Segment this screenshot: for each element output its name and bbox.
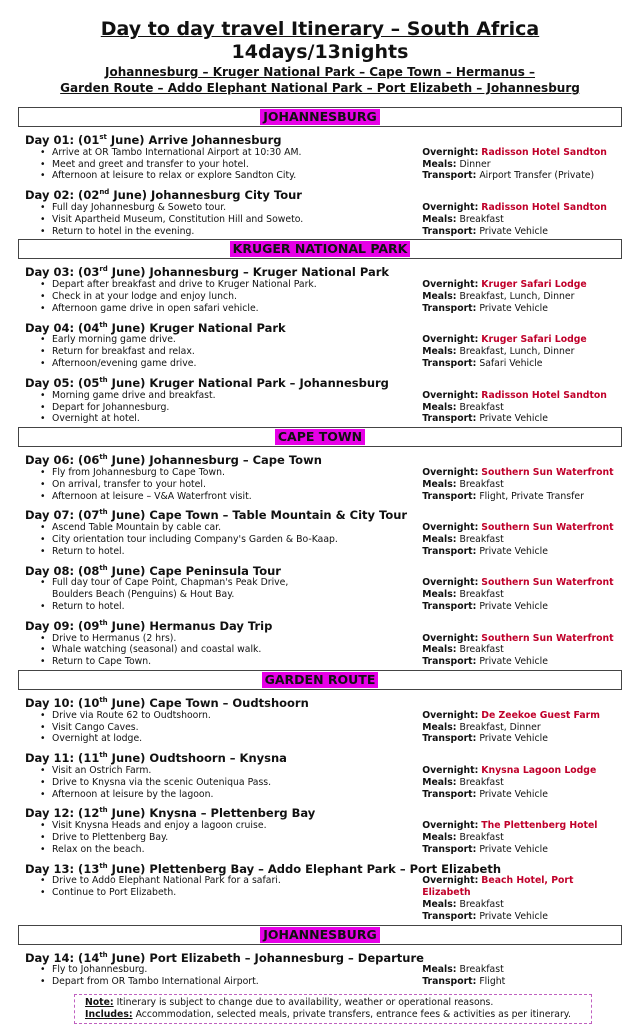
day-ordinal: nd (99, 188, 110, 197)
activity-item: • Drive to Knysna via the scenic Outeniqua Pass. (52, 777, 419, 789)
day-title: June) Knysna – Plettenberg Bay (107, 806, 316, 821)
transport-label: Transport: (422, 600, 477, 612)
meals-label: Meals: (422, 899, 457, 911)
meals-label: Meals: (422, 721, 457, 733)
meals-value: Breakfast (459, 964, 504, 976)
day-entry (18, 505, 622, 557)
day-heading (18, 693, 622, 710)
section-title: KRUGER NATIONAL PARK (230, 241, 411, 257)
hotel-name: The Plettenberg Hotel (481, 820, 598, 832)
note-label: Note: (85, 997, 114, 1009)
day-body (18, 390, 622, 425)
activity-item: • Drive via Route 62 to Oudtshoorn. (52, 710, 419, 722)
day-ordinal: th (99, 563, 108, 572)
day-heading (18, 803, 622, 820)
day-info (419, 633, 622, 668)
activity-item: • Check in at your lodge and enjoy lunch. (52, 291, 419, 303)
transport-row (422, 789, 622, 801)
overnight-label: Overnight: (422, 632, 479, 644)
day-heading (18, 748, 622, 765)
day-ordinal: th (99, 618, 108, 627)
includes-line (85, 1009, 581, 1021)
transport-row (422, 358, 622, 370)
day-info (419, 577, 622, 612)
day-title: June) Johannesburg – Cape Town (107, 452, 322, 467)
day-entry (18, 130, 622, 182)
activity-list (18, 202, 419, 237)
activity-item: • On arrival, transfer to your hotel. (52, 479, 419, 491)
day-title: June) Port Elizabeth – Johannesburg – Departure (107, 950, 424, 965)
day-heading (18, 373, 622, 390)
activity-item: • Drive to Plettenberg Bay. (52, 832, 419, 844)
day-heading (18, 185, 622, 202)
activity-item: • Meet and greet and transfer to your hotel. (52, 159, 419, 171)
section-banner (18, 670, 622, 690)
hotel-name: Kruger Safari Lodge (481, 279, 587, 291)
overnight-row (422, 147, 622, 159)
meals-row (422, 534, 622, 546)
day-entry (18, 450, 622, 502)
hotel-name: Southern Sun Waterfront (481, 632, 614, 644)
day-body (18, 147, 622, 182)
activity-list (18, 765, 419, 800)
activity-item: • Afternoon at leisure – V&A Waterfront visit. (52, 491, 419, 503)
transport-value: Private Vehicle (479, 413, 548, 425)
meals-value: Breakfast (459, 401, 504, 413)
activity-item: • Overnight at hotel. (52, 413, 419, 425)
transport-row (422, 170, 622, 182)
activity-item: • Depart from OR Tambo International Airport. (52, 976, 419, 988)
transport-label: Transport: (422, 225, 477, 237)
overnight-label: Overnight: (422, 146, 479, 158)
hotel-name: Kruger Safari Lodge (481, 334, 587, 346)
transport-row (422, 546, 622, 558)
transport-value: Private Vehicle (479, 302, 548, 314)
day-entry (18, 948, 622, 988)
day-title: June) Arrive Johannesburg (106, 132, 282, 147)
day-body (18, 875, 622, 922)
day-number: Day 05: (05 (25, 375, 100, 390)
day-number: Day 08: (08 (25, 563, 100, 578)
itinerary-sections (18, 105, 622, 1024)
day-body (18, 633, 622, 668)
day-ordinal: st (99, 133, 107, 141)
overnight-row (422, 633, 622, 645)
meals-label: Meals: (422, 644, 457, 656)
transport-label: Transport: (422, 843, 477, 855)
day-heading (18, 561, 622, 578)
activity-item: • Afternoon at leisure by the lagoon. (52, 789, 419, 801)
day-title: June) Hermanus Day Trip (107, 618, 273, 633)
activity-item: • Afternoon/evening game drive. (52, 358, 419, 370)
day-info (419, 522, 622, 557)
day-ordinal: rd (99, 265, 108, 274)
transport-value: Private Vehicle (479, 225, 548, 237)
day-info (419, 820, 622, 855)
day-title: June) Oudtshoorn – Knysna (107, 751, 287, 766)
transport-label: Transport: (422, 733, 477, 745)
transport-value: Private Vehicle (479, 910, 548, 922)
overnight-label: Overnight: (422, 577, 479, 589)
meals-label: Meals: (422, 213, 457, 225)
transport-label: Transport: (422, 656, 477, 668)
overnight-label: Overnight: (422, 820, 479, 832)
meals-value: Breakfast (459, 533, 504, 545)
meals-label: Meals: (422, 964, 457, 976)
day-body (18, 334, 622, 369)
meals-row (422, 644, 622, 656)
meals-value: Breakfast, Lunch, Dinner (459, 346, 575, 358)
transport-row (422, 976, 622, 988)
hotel-name: Knysna Lagoon Lodge (481, 765, 597, 777)
includes-label: Includes: (85, 1009, 133, 1021)
day-info (419, 147, 622, 182)
day-ordinal: th (99, 320, 108, 329)
activity-list (18, 147, 419, 182)
transport-value: Flight (479, 976, 506, 988)
day-entry (18, 373, 622, 425)
day-number: Day 03: (03 (25, 265, 100, 280)
day-ordinal: th (99, 375, 108, 384)
transport-value: Private Vehicle (479, 545, 548, 557)
overnight-row (422, 765, 622, 777)
activity-item: • Continue to Port Elizabeth. (52, 887, 419, 899)
transport-label: Transport: (422, 788, 477, 800)
transport-row (422, 413, 622, 425)
overnight-row (422, 875, 622, 899)
day-title: June) Cape Town – Oudtshoorn (107, 695, 309, 710)
day-info (419, 710, 622, 745)
activity-item: Boulders Beach (Penguins) & Hout Bay. (52, 589, 235, 601)
day-number: Day 01: (01 (25, 132, 100, 147)
day-info (419, 875, 622, 922)
day-number: Day 04: (04 (25, 320, 100, 335)
day-number: Day 07: (07 (25, 508, 100, 523)
activity-item: • Overnight at lodge. (52, 733, 419, 745)
day-info (419, 334, 622, 369)
day-number: Day 02: (02 (25, 188, 100, 203)
activity-list (18, 710, 419, 745)
day-body (18, 964, 622, 988)
overnight-row (422, 820, 622, 832)
activity-list (18, 820, 419, 855)
overnight-label: Overnight: (422, 709, 479, 721)
overnight-label: Overnight: (422, 765, 479, 777)
transport-label: Transport: (422, 545, 477, 557)
day-entry (18, 616, 622, 668)
day-number: Day 06: (06 (25, 452, 100, 467)
meals-row (422, 899, 622, 911)
transport-row (422, 491, 622, 503)
section-title: CAPE TOWN (275, 429, 365, 445)
transport-label: Transport: (422, 358, 477, 370)
activity-item: • Full day Johannesburg & Soweto tour. (52, 202, 419, 214)
day-entry (18, 859, 622, 923)
overnight-label: Overnight: (422, 334, 479, 346)
meals-value: Breakfast, Lunch, Dinner (459, 291, 575, 303)
transport-value: Private Vehicle (479, 843, 548, 855)
transport-label: Transport: (422, 413, 477, 425)
section-title: JOHANNESBURG (260, 109, 379, 125)
section-title: GARDEN ROUTE (262, 672, 379, 688)
day-number: Day 09: (09 (25, 618, 100, 633)
day-entry (18, 185, 622, 237)
day-body (18, 467, 622, 502)
day-title: June) Plettenberg Bay – Addo Elephant Park – Port Elizabeth (107, 861, 502, 876)
overnight-row (422, 710, 622, 722)
section-title: JOHANNESBURG (260, 927, 379, 943)
day-ordinal: th (99, 695, 108, 704)
day-ordinal: th (99, 806, 108, 815)
page-title: Day to day travel Itinerary – South Africa (100, 18, 540, 40)
transport-label: Transport: (422, 302, 477, 314)
activity-list (18, 875, 419, 922)
activity-item: • Return for breakfast and relax. (52, 346, 419, 358)
meals-row (422, 589, 622, 601)
meals-value: Breakfast (459, 899, 504, 911)
activity-list (18, 633, 419, 668)
activity-list (18, 522, 419, 557)
overnight-row (422, 577, 622, 589)
meals-label: Meals: (422, 291, 457, 303)
activity-item: • Visit Apartheid Museum, Constitution Hill and Soweto. (52, 214, 419, 226)
day-heading (18, 859, 622, 876)
transport-row (422, 844, 622, 856)
overnight-row (422, 279, 622, 291)
day-entry (18, 561, 622, 613)
hotel-name: De Zeekoe Guest Farm (481, 709, 600, 721)
day-entry (18, 693, 622, 745)
note-line (85, 997, 581, 1009)
activity-item: • Return to Cape Town. (52, 656, 419, 668)
activity-list (18, 334, 419, 369)
meals-value: Breakfast (459, 832, 504, 844)
overnight-label: Overnight: (422, 202, 479, 214)
meals-label: Meals: (422, 346, 457, 358)
transport-row (422, 601, 622, 613)
day-body (18, 765, 622, 800)
meals-value: Breakfast, Dinner (459, 721, 541, 733)
meals-row (422, 964, 622, 976)
activity-item: • Drive to Hermanus (2 hrs). (52, 633, 419, 645)
meals-row (422, 777, 622, 789)
section-banner (18, 427, 622, 447)
activity-list (18, 577, 419, 612)
day-title: June) Kruger National Park – Johannesburg (107, 375, 389, 390)
transport-value: Private Vehicle (479, 733, 548, 745)
overnight-row (422, 467, 622, 479)
meals-row (422, 832, 622, 844)
hotel-name: Radisson Hotel Sandton (481, 389, 607, 401)
activity-item: • Depart after breakfast and drive to Kruger National Park. (52, 279, 419, 291)
transport-value: Private Vehicle (479, 656, 548, 668)
day-body (18, 279, 622, 314)
meals-row (422, 722, 622, 734)
activity-item: • City orientation tour including Company's Garden & Bo-Kaap. (52, 534, 419, 546)
day-ordinal: th (99, 508, 108, 517)
day-heading (18, 616, 622, 633)
meals-label: Meals: (422, 832, 457, 844)
meals-row (422, 402, 622, 414)
meals-label: Meals: (422, 589, 457, 601)
day-number: Day 13: (13 (25, 861, 100, 876)
hotel-name: Radisson Hotel Sandton (481, 146, 607, 158)
header (0, 0, 640, 96)
activity-item: • Arrive at OR Tambo International Airport at 10:30 AM. (52, 147, 419, 159)
route-line-2: Garden Route – Addo Elephant National Park – Port Elizabeth – Johannesburg (60, 81, 580, 95)
day-info (419, 390, 622, 425)
day-entry (18, 803, 622, 855)
day-number: Day 12: (12 (25, 806, 100, 821)
activity-item: • Morning game drive and breakfast. (52, 390, 419, 402)
activity-item: • Relax on the beach. (52, 844, 419, 856)
transport-row (422, 226, 622, 238)
transport-value: Private Vehicle (479, 600, 548, 612)
note-text: Itinerary is subject to change due to availability, weather or operational reasons. (113, 997, 494, 1009)
route-line-1: Johannesburg – Kruger National Park – Cape Town – Hermanus – (104, 65, 536, 79)
day-number: Day 11: (11 (25, 751, 100, 766)
day-info (419, 279, 622, 314)
activity-item: • Full day tour of Cape Point, Chapman's Peak Drive, (52, 577, 419, 589)
day-title: June) Kruger National Park (107, 320, 286, 335)
transport-label: Transport: (422, 490, 477, 502)
transport-label: Transport: (422, 170, 477, 182)
transport-row (422, 656, 622, 668)
activity-item: • Return to hotel. (52, 546, 419, 558)
day-body (18, 577, 622, 612)
day-heading (18, 262, 622, 279)
meals-label: Meals: (422, 158, 457, 170)
meals-label: Meals: (422, 776, 457, 788)
activity-item: • Fly from Johannesburg to Cape Town. (52, 467, 419, 479)
day-body (18, 820, 622, 855)
transport-value: Airport Transfer (Private) (479, 170, 595, 182)
day-ordinal: th (99, 453, 108, 462)
day-info (419, 467, 622, 502)
transport-row (422, 303, 622, 315)
meals-row (422, 291, 622, 303)
meals-row (422, 346, 622, 358)
day-ordinal: th (99, 861, 108, 870)
section-banner (18, 925, 622, 945)
activity-item: • Return to hotel in the evening. (52, 226, 419, 238)
activity-item: • Fly to Johannesburg. (52, 964, 419, 976)
meals-row (422, 479, 622, 491)
meals-label: Meals: (422, 533, 457, 545)
day-number: Day 14: (14 (25, 950, 100, 965)
transport-label: Transport: (422, 976, 477, 988)
activity-item: • Whale watching (seasonal) and coastal walk. (52, 644, 419, 656)
overnight-label: Overnight: (422, 466, 479, 478)
hotel-name: Beach Hotel, Port Elizabeth (422, 875, 574, 899)
transport-row (422, 911, 622, 923)
overnight-label: Overnight: (422, 522, 479, 534)
day-info (419, 202, 622, 237)
activity-item: • Visit Cango Caves. (52, 722, 419, 734)
includes-text: Accommodation, selected meals, private transfers, entrance fees & activities as per itinerary. (132, 1009, 571, 1021)
meals-label: Meals: (422, 478, 457, 490)
activity-item: • Depart for Johannesburg. (52, 402, 419, 414)
day-ordinal: th (99, 751, 108, 760)
day-title: June) Cape Town – Table Mountain & City Tour (107, 508, 408, 523)
meals-value: Breakfast (459, 589, 504, 601)
activity-item: • Return to hotel. (52, 601, 419, 613)
day-body (18, 522, 622, 557)
activity-item: • Afternoon game drive in open safari vehicle. (52, 303, 419, 315)
section-banner (18, 107, 622, 127)
day-heading (18, 505, 622, 522)
day-entry (18, 748, 622, 800)
meals-value: Breakfast (459, 213, 504, 225)
day-body (18, 202, 622, 237)
overnight-label: Overnight: (422, 875, 479, 887)
day-info (419, 765, 622, 800)
activity-list (18, 279, 419, 314)
meals-value: Dinner (459, 158, 491, 170)
transport-row (422, 733, 622, 745)
hotel-name: Southern Sun Waterfront (481, 522, 614, 534)
meals-label: Meals: (422, 401, 457, 413)
activity-list (18, 390, 419, 425)
day-heading (18, 318, 622, 335)
activity-item: • Ascend Table Mountain by cable car. (52, 522, 419, 534)
day-number: Day 10: (10 (25, 695, 100, 710)
meals-value: Breakfast (459, 776, 504, 788)
hotel-name: Southern Sun Waterfront (481, 466, 614, 478)
meals-row (422, 214, 622, 226)
meals-value: Breakfast (459, 644, 504, 656)
overnight-row (422, 390, 622, 402)
day-info (419, 964, 622, 988)
day-entry (18, 262, 622, 314)
overnight-row (422, 202, 622, 214)
transport-value: Flight, Private Transfer (479, 490, 584, 502)
day-heading (18, 450, 622, 467)
day-title: June) Johannesburg – Kruger National Park (107, 265, 390, 280)
activity-list (18, 964, 419, 988)
activity-item: • Early morning game drive. (52, 334, 419, 346)
day-heading (18, 948, 622, 965)
transport-label: Transport: (422, 910, 477, 922)
overnight-row (422, 334, 622, 346)
transport-value: Private Vehicle (479, 788, 548, 800)
section-banner (18, 239, 622, 259)
meals-value: Breakfast (459, 478, 504, 490)
day-ordinal: th (99, 950, 108, 959)
activity-list (18, 467, 419, 502)
day-body (18, 710, 622, 745)
hotel-name: Southern Sun Waterfront (481, 577, 614, 589)
day-entry (18, 318, 622, 370)
activity-item: • Afternoon at leisure to relax or explore Sandton City. (52, 170, 419, 182)
day-title: June) Cape Peninsula Tour (107, 563, 281, 578)
day-heading (18, 130, 622, 147)
page-subtitle: 14days/13nights (231, 41, 409, 63)
transport-value: Safari Vehicle (479, 358, 543, 370)
overnight-label: Overnight: (422, 279, 479, 291)
overnight-row (422, 522, 622, 534)
activity-item: • Visit an Ostrich Farm. (52, 765, 419, 777)
footer-note (74, 994, 592, 1024)
activity-item: • Drive to Addo Elephant National Park for a safari. (52, 875, 419, 887)
hotel-name: Radisson Hotel Sandton (481, 202, 607, 214)
activity-item: • Visit Knysna Heads and enjoy a lagoon cruise. (52, 820, 419, 832)
overnight-label: Overnight: (422, 389, 479, 401)
meals-row (422, 159, 622, 171)
day-title: June) Johannesburg City Tour (109, 188, 302, 203)
